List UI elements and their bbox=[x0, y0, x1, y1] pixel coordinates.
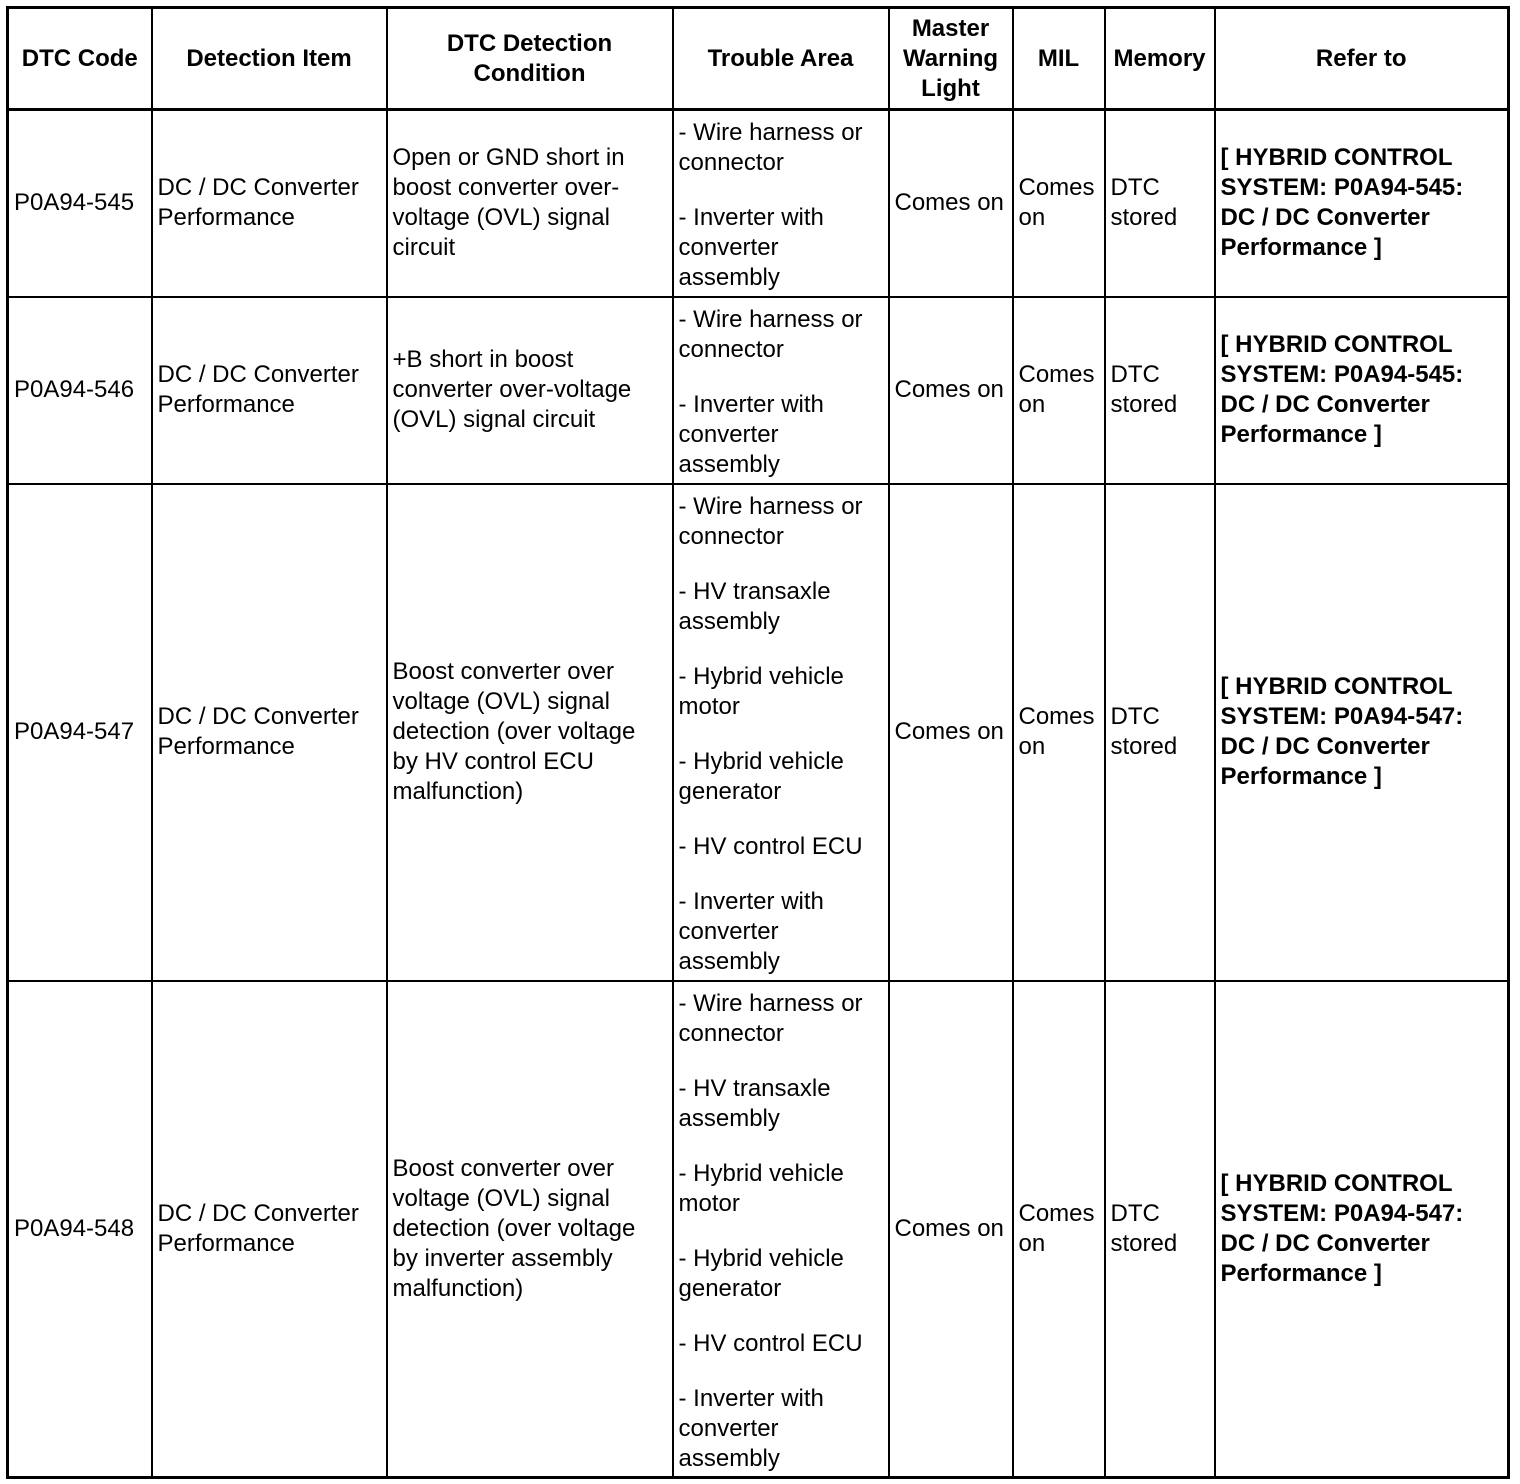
master-warning-light-cell: Comes on bbox=[889, 297, 1013, 484]
master-warning-light-cell: Comes on bbox=[889, 981, 1013, 1478]
mil-cell: Comes on bbox=[1013, 297, 1105, 484]
refer-to-cell: [ HYBRID CONTROL SYSTEM: P0A94-547: DC / DC Converter Performance ] bbox=[1215, 981, 1509, 1478]
trouble-area-item: - Wire harness or connector bbox=[678, 119, 863, 176]
trouble-area-item: - Inverter with converter assembly bbox=[678, 390, 824, 478]
dtc-code-cell: P0A94-548 bbox=[8, 981, 152, 1478]
trouble-area-item: - HV control ECU bbox=[678, 832, 863, 860]
memory-cell: DTC stored bbox=[1105, 484, 1215, 981]
dtc-code-cell: P0A94-546 bbox=[8, 297, 152, 484]
dtc-code-cell: P0A94-547 bbox=[8, 484, 152, 981]
trouble-area-cell bbox=[673, 297, 889, 484]
detection-item-cell: DC / DC Converter Performance bbox=[152, 110, 387, 297]
table-row bbox=[8, 110, 1509, 297]
mil-cell: Comes on bbox=[1013, 110, 1105, 297]
trouble-area-item: - HV transaxle assembly bbox=[678, 1074, 831, 1132]
header-trouble-area: Trouble Area bbox=[673, 8, 889, 110]
detection-condition-cell: Boost converter over voltage (OVL) signal detection (over voltage by HV control ECU malfunction) bbox=[387, 484, 673, 981]
header-row bbox=[8, 8, 1509, 110]
trouble-area-item: - Hybrid vehicle generator bbox=[678, 747, 844, 805]
trouble-area-item: - Wire harness or connector bbox=[678, 989, 863, 1047]
refer-to-cell: [ HYBRID CONTROL SYSTEM: P0A94-547: DC / DC Converter Performance ] bbox=[1215, 484, 1509, 981]
mil-cell: Comes on bbox=[1013, 484, 1105, 981]
header-detection-item: Detection Item bbox=[152, 8, 387, 110]
detection-condition-cell: +B short in boost converter over-voltage (OVL) signal circuit bbox=[387, 297, 673, 484]
header-dtc-code: DTC Code bbox=[8, 8, 152, 110]
refer-to-cell: [ HYBRID CONTROL SYSTEM: P0A94-545: DC / DC Converter Performance ] bbox=[1215, 110, 1509, 297]
memory-cell: DTC stored bbox=[1105, 110, 1215, 297]
header-master-warning-light: Master Warning Light bbox=[889, 8, 1013, 110]
trouble-area-item: - Wire harness or connector bbox=[678, 305, 863, 363]
detection-item-cell: DC / DC Converter Performance bbox=[152, 297, 387, 484]
trouble-area-cell bbox=[673, 484, 889, 981]
trouble-area-item: - Inverter with converter assembly bbox=[678, 1384, 824, 1472]
header-memory: Memory bbox=[1105, 8, 1215, 110]
memory-cell: DTC stored bbox=[1105, 297, 1215, 484]
detection-item-cell: DC / DC Converter Performance bbox=[152, 981, 387, 1478]
header-refer-to: Refer to bbox=[1215, 8, 1509, 110]
trouble-area-item: - Hybrid vehicle motor bbox=[678, 1159, 844, 1217]
header-mil: MIL bbox=[1013, 8, 1105, 110]
table-row bbox=[8, 484, 1509, 981]
trouble-area-item: - Inverter with converter assembly bbox=[678, 887, 824, 975]
trouble-area-item: - Hybrid vehicle generator bbox=[678, 1244, 844, 1302]
trouble-area-item: - Wire harness or connector bbox=[678, 492, 863, 550]
master-warning-light-cell: Comes on bbox=[889, 484, 1013, 981]
header-detection-condition: DTC Detection Condition bbox=[387, 8, 673, 110]
table-row bbox=[8, 297, 1509, 484]
detection-condition-cell: Open or GND short in boost converter over-voltage (OVL) signal circuit bbox=[387, 110, 673, 297]
dtc-table bbox=[6, 6, 1510, 1479]
refer-to-cell: [ HYBRID CONTROL SYSTEM: P0A94-545: DC / DC Converter Performance ] bbox=[1215, 297, 1509, 484]
table-body bbox=[8, 110, 1509, 1478]
memory-cell: DTC stored bbox=[1105, 981, 1215, 1478]
trouble-area-cell bbox=[673, 981, 889, 1478]
detection-item-cell: DC / DC Converter Performance bbox=[152, 484, 387, 981]
trouble-area-item: - HV control ECU bbox=[678, 1329, 863, 1357]
trouble-area-item: - Hybrid vehicle motor bbox=[678, 662, 844, 720]
mil-cell: Comes on bbox=[1013, 981, 1105, 1478]
dtc-code-cell: P0A94-545 bbox=[8, 110, 152, 297]
trouble-area-item: - Inverter with converter assembly bbox=[678, 204, 824, 291]
trouble-area-cell bbox=[673, 110, 889, 297]
master-warning-light-cell: Comes on bbox=[889, 110, 1013, 297]
trouble-area-item: - HV transaxle assembly bbox=[678, 577, 831, 635]
detection-condition-cell: Boost converter over voltage (OVL) signal detection (over voltage by inverter assembly malfunction) bbox=[387, 981, 673, 1478]
table-row bbox=[8, 981, 1509, 1478]
